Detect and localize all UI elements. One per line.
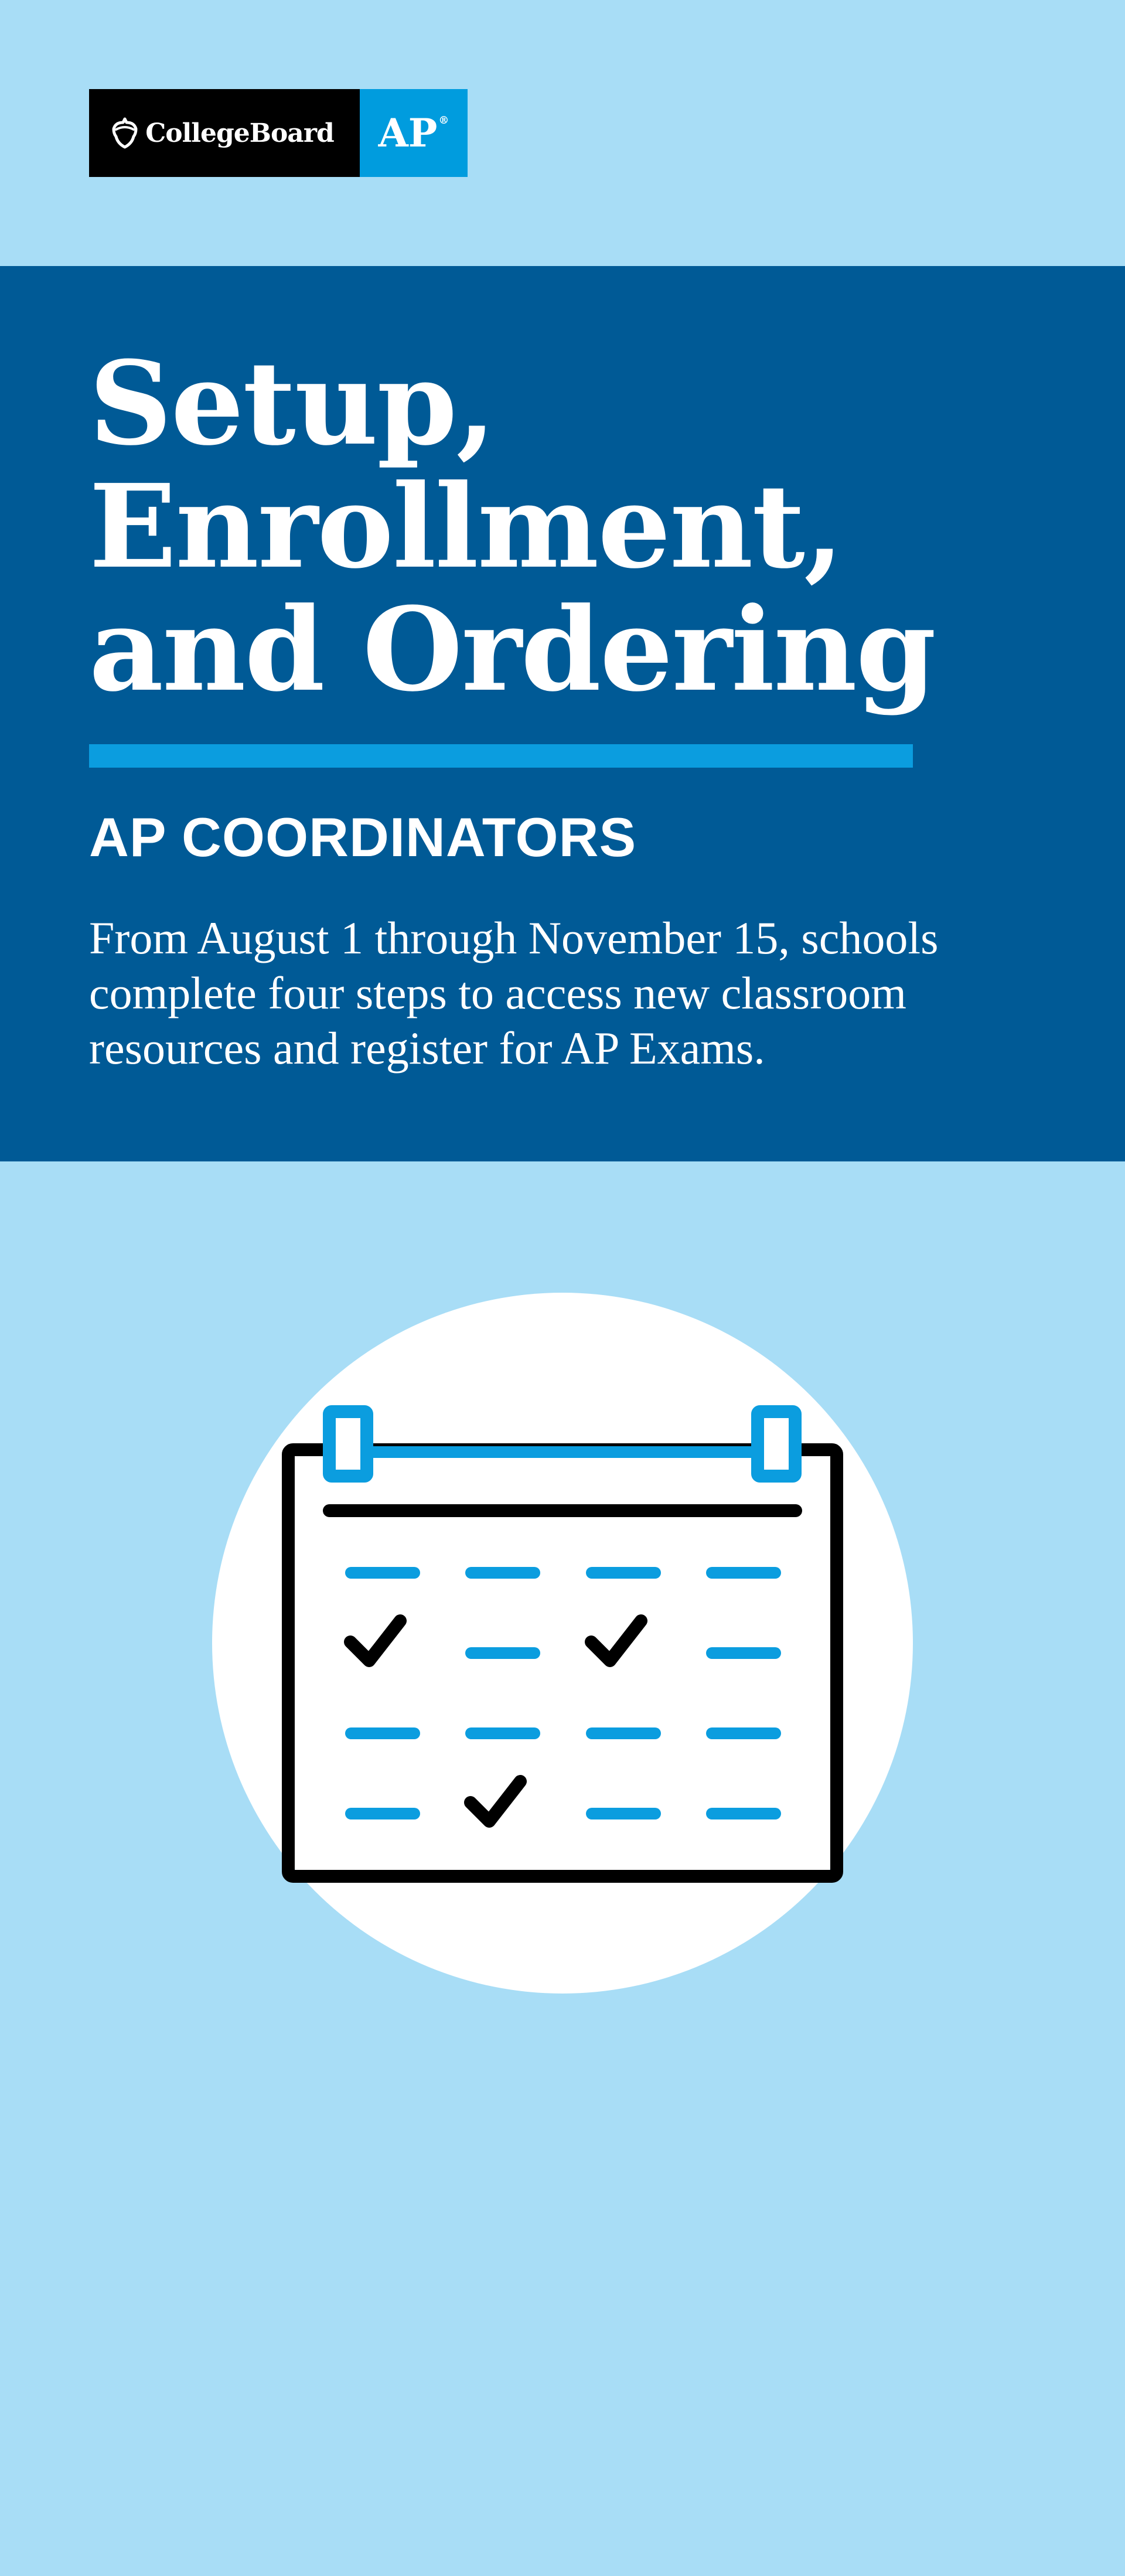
collegeboard-wordmark: CollegeBoard (145, 118, 334, 148)
illustration-circle (212, 1293, 913, 1994)
calendar-checklist-icon (212, 1293, 913, 1994)
calendar-ring-left (329, 1412, 367, 1476)
page-title (89, 336, 1056, 717)
acorn-icon (111, 117, 138, 149)
title-line-2: Enrollment, (89, 459, 843, 594)
hero-banner (0, 266, 1125, 1161)
brand-logo (89, 89, 468, 177)
intro-paragraph: From August 1 through November 15, schools complete four steps to access new classroom resources and register for AP Exams. (89, 912, 939, 1074)
title-underline (89, 744, 913, 768)
ap-badge-text: AP (378, 110, 438, 156)
collegeboard-logo (89, 89, 360, 177)
ap-badge (360, 89, 468, 177)
title-line-3: and Ordering (89, 582, 935, 717)
calendar-ring-right (758, 1412, 795, 1476)
audience-heading: AP COORDINATORS (89, 806, 637, 868)
title-line-1: Setup, (89, 336, 495, 471)
registered-mark: ® (438, 114, 449, 127)
